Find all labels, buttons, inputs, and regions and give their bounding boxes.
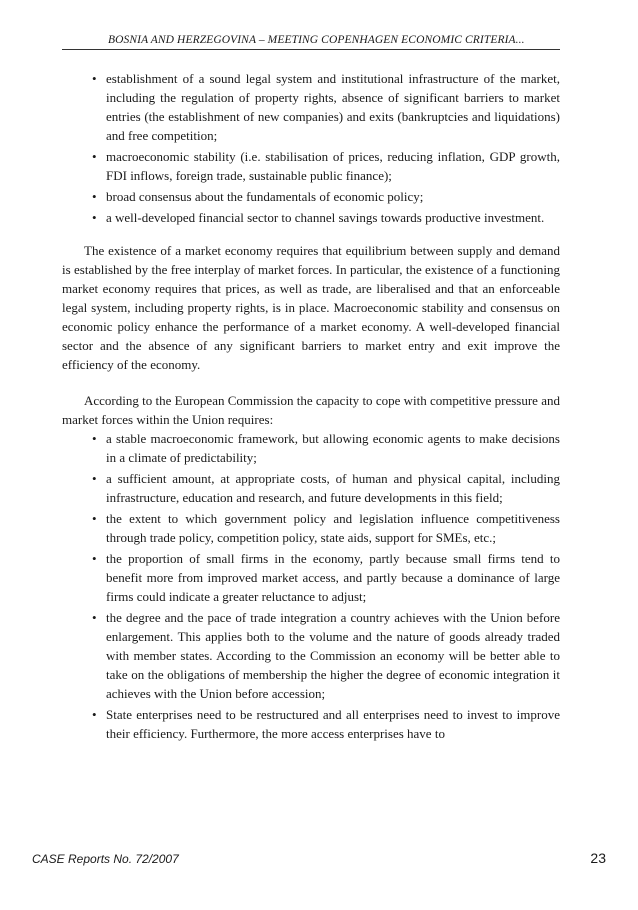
list-item-text: the degree and the pace of trade integration a country achieves with the Union before enlargement. This applies both to the volume and the nature of goods already traded with member states. According to the Commission an economy will be better able to take on the obligations of membership the higher the degree of economic integration it achieves with the Union before accession;	[106, 610, 560, 701]
page-number: 23	[590, 850, 606, 866]
bullet-icon: •	[92, 71, 97, 86]
list-item-text: establishment of a sound legal system and institutional infrastructure of the market, including the regulation of property rights, absence of significant barriers to market entries (the establishment of new companies) and exits (bankruptcies and liquidations) and free competition;	[106, 71, 560, 143]
paragraph-competitive-pressure: According to the European Commission the capacity to cope with competitive pressure and market forces within the Union requires:	[62, 393, 560, 427]
running-header: BOSNIA AND HERZEGOVINA – MEETING COPENHAGEN ECONOMIC CRITERIA...	[108, 34, 525, 46]
bullet-icon: •	[92, 511, 97, 526]
list-item	[62, 187, 560, 206]
bullet-icon: •	[92, 707, 97, 722]
list-item	[62, 608, 560, 703]
body-text	[62, 69, 560, 745]
list-item	[62, 469, 560, 507]
bullet-icon: •	[92, 149, 97, 164]
footer-report-label: CASE Reports No. 72/2007	[32, 852, 179, 866]
bullet-icon: •	[92, 610, 97, 625]
bullet-icon: •	[92, 431, 97, 446]
bullet-icon: •	[92, 551, 97, 566]
bullet-icon: •	[92, 471, 97, 486]
list-item-text: a well-developed financial sector to channel savings towards productive investment.	[106, 210, 545, 225]
list-item-text: a stable macroeconomic framework, but allowing economic agents to make decisions in a climate of predictability;	[106, 431, 560, 465]
list-item	[62, 69, 560, 145]
list-item	[62, 429, 560, 467]
list-item-text: the proportion of small firms in the economy, partly because small firms tend to benefit more from improved market access, and partly because a dominance of large firms could indicate a greater reluctance to adjust;	[106, 551, 560, 604]
bullet-list-requirements	[62, 429, 560, 743]
list-item	[62, 147, 560, 185]
list-item	[62, 208, 560, 227]
list-item-text: a sufficient amount, at appropriate costs, of human and physical capital, including infrastructure, education and research, and future developments in this field;	[106, 471, 560, 505]
paragraph-market-economy: The existence of a market economy requires that equilibrium between supply and demand is established by the free interplay of market forces. In particular, the existence of a functioning market economy requires that prices, as well as trade, are liberalised and that an enforceable legal system, including property rights, is in place. Macroeconomic stability and consensus on economic policy enhance the performance of a market economy. A well-developed financial sector and the absence of any significant barriers to market entry and exit improve the efficiency of the economy.	[62, 243, 560, 372]
list-item	[62, 509, 560, 547]
bullet-icon: •	[92, 210, 97, 225]
list-item	[62, 549, 560, 606]
list-item-text: macroeconomic stability (i.e. stabilisation of prices, reducing inflation, GDP growth, FDI inflows, foreign trade, sustainable public finance);	[106, 149, 560, 183]
list-item-text: State enterprises need to be restructured and all enterprises need to invest to improve their efficiency. Furthermore, the more access enterprises have to	[106, 707, 560, 741]
bullet-list-criteria	[62, 69, 560, 227]
list-item	[62, 705, 560, 743]
list-item-text: the extent to which government policy and legislation influence competitiveness through trade policy, competition policy, state aids, support for SMEs, etc.;	[106, 511, 560, 545]
header-rule	[62, 49, 560, 50]
list-item-text: broad consensus about the fundamentals of economic policy;	[106, 189, 424, 204]
bullet-icon: •	[92, 189, 97, 204]
